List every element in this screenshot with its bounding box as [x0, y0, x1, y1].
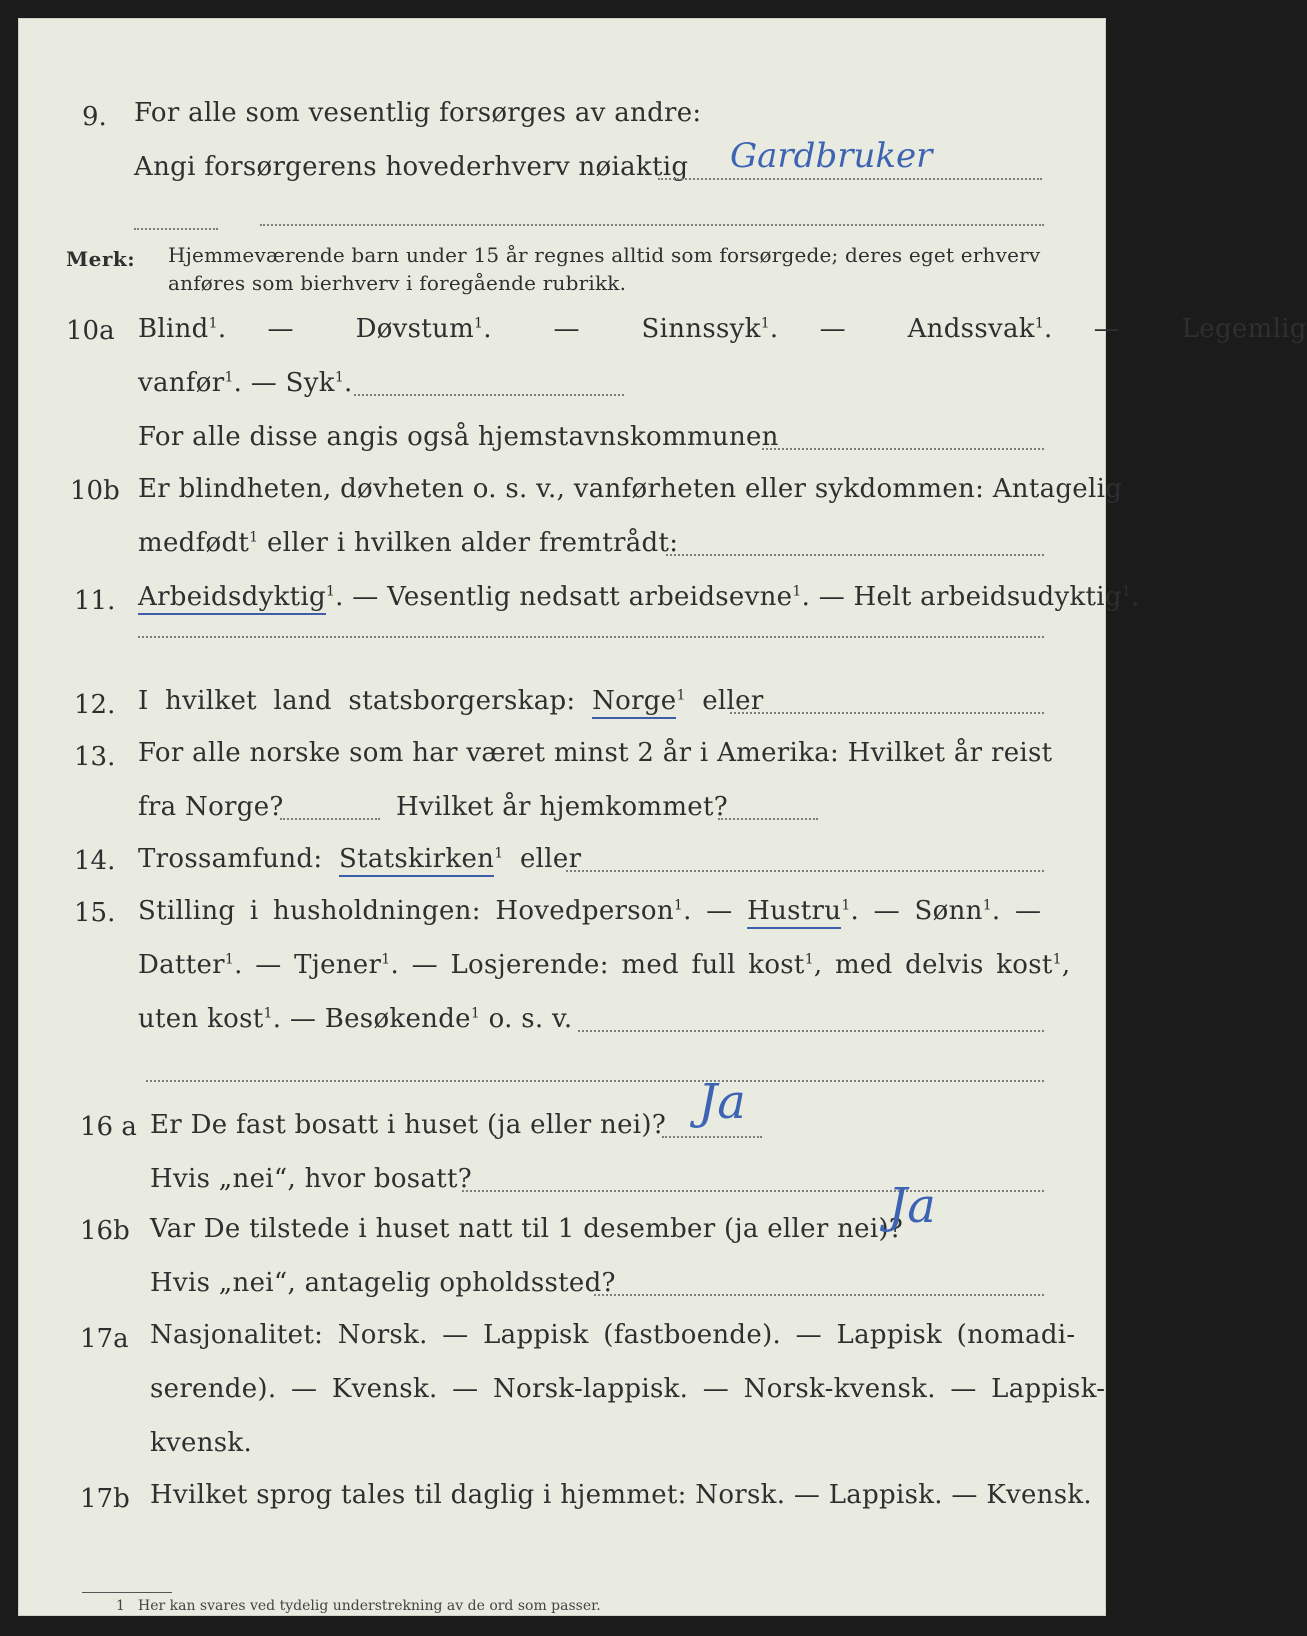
q11-sup: 1 [325, 583, 336, 600]
q12-pre: I hvilket land statsborgerskap: [138, 686, 593, 716]
q12-line [138, 686, 764, 716]
q16a-handwritten-answer: Ja [698, 1074, 746, 1130]
q11-rest3: . [1131, 582, 1140, 612]
merk-line2: anføres som bierhverv i foregående rubrikk. [168, 271, 627, 295]
q15-sup: 1 [673, 897, 684, 914]
q15-osv: o. s. v. [480, 1004, 573, 1034]
q10a-blind: Blind [138, 314, 209, 344]
q10a-line1: Blind$^1$. — Døvstum$^1$. — Sinnssyk$^1$. — Andssvak$^1$. — Legemlig [138, 314, 1307, 344]
q15-sup: 1 [381, 951, 391, 968]
q15-answer-line-1 [578, 1030, 1044, 1032]
q15-line3 [138, 1004, 572, 1034]
q9-extra-line-b [260, 224, 1044, 226]
q11-answer-line [138, 636, 1044, 638]
q10b-number: 10b [70, 476, 120, 506]
q15-sup: 1 [224, 951, 235, 968]
q10b-answer-line [666, 554, 1044, 556]
q10a-line3: For alle disse angis også hjemstavnskommunen [138, 422, 779, 452]
q17b-number: 17b [80, 1484, 130, 1514]
q15-sep2: . — [991, 896, 1042, 926]
footnote-mark: 1 [116, 1598, 125, 1614]
q16a-number: 16 a [80, 1112, 137, 1142]
q15-hustru: Hustru [747, 896, 841, 929]
q15-comma: , [1061, 950, 1071, 980]
footnote-rule [82, 1592, 172, 1593]
q12-norge: Norge [592, 686, 676, 719]
q10a-hjemstavn-line [762, 448, 1044, 450]
census-form-page [18, 18, 1307, 1616]
q9-handwritten-answer: Gardbruker [730, 136, 933, 176]
q15-sup: 1 [841, 897, 851, 914]
q15-sup: 1 [804, 951, 814, 968]
q14-statskirken: Statskirken [339, 844, 494, 877]
q12-sup: 1 [676, 687, 686, 704]
q10a-sinnssyk: Sinnssyk [641, 314, 761, 344]
q13-line1: For alle norske som har været minst 2 år i Amerika: Hvilket år reist [138, 738, 1053, 768]
q9-extra-line-a [134, 228, 218, 230]
q10a-sup: 1 [1034, 315, 1045, 332]
q15-sep1: . — [683, 896, 748, 926]
q12-answer-line [730, 712, 1044, 714]
q15-sonn: . — Sønn [850, 896, 983, 926]
q15-uten-kost: uten kost [138, 1004, 264, 1034]
q14-post: eller [503, 844, 582, 874]
q13-number: 13. [74, 742, 116, 772]
q11-number: 11. [74, 586, 116, 616]
q16b-number: 16b [80, 1216, 130, 1246]
q10a-sup: 1 [224, 369, 234, 386]
q11-line1 [138, 582, 1140, 612]
q11-rest2: . — Helt arbeidsudyktig [801, 582, 1122, 612]
q10b-line1: Er blindheten, døvheten o. s. v., vanførheten eller sykdommen: Antagelig [138, 474, 1123, 504]
q10a-syk: Syk [285, 368, 335, 398]
q9-line1: For alle som vesentlig forsørges av andre: [134, 98, 702, 128]
q16a-line1: Er De fast bosatt i huset (ja eller nei)? [150, 1110, 667, 1140]
q9-line2: Angi forsørgerens hovederhverv nøiaktig [134, 152, 689, 182]
q16b-opholdssted-line [594, 1294, 1044, 1296]
q17a-line2: serende). — Kvensk. — Norsk-lappisk. — Norsk-kvensk. — Lappisk- [150, 1374, 1106, 1404]
q14-pre: Trossamfund: [138, 844, 339, 874]
q15-sup: 1 [470, 1005, 481, 1022]
q11-sup: 1 [792, 583, 802, 600]
q15-delvis-kost: , med delvis kost [813, 950, 1053, 980]
q10a-andssvak: Andssvak [907, 314, 1035, 344]
q14-sup: 1 [494, 845, 504, 862]
q9-number: 9. [82, 102, 107, 132]
q15-line2 [138, 950, 1070, 980]
q13-line2b: Hvilket år hjemkommet? [396, 792, 728, 822]
q10a-sup: 1 [474, 315, 484, 332]
q13-reist-line [280, 818, 380, 820]
q17b-line1: Hvilket sprog tales til daglig i hjemmet: Norsk. — Lappisk. — Kvensk. [150, 1480, 1092, 1510]
merk-label: Merk: [66, 247, 136, 271]
q15-number: 15. [74, 898, 116, 928]
q15-sup: 1 [1052, 951, 1062, 968]
q15-line1 [138, 896, 1041, 926]
merk-line1: Hjemmeværende barn under 15 år regnes alltid som forsørgede; deres eget erhverv [168, 243, 1041, 267]
q9-answer-line [658, 178, 1042, 180]
q15-hovedperson: Stilling i husholdningen: Hovedperson [138, 896, 674, 926]
q17a-number: 17a [80, 1324, 129, 1354]
q12-number: 12. [74, 690, 116, 720]
q11-arbeidsdyktig: Arbeidsdyktig [138, 582, 326, 615]
q10a-sup: 1 [334, 369, 345, 386]
q14-line [138, 844, 581, 874]
q16a-line2: Hvis „nei“, hvor bosatt? [150, 1164, 472, 1194]
q14-number: 14. [74, 846, 116, 876]
q13-line2a: fra Norge? [138, 792, 284, 822]
q15-sup: 1 [263, 1005, 273, 1022]
q15-datter: Datter [138, 950, 225, 980]
q14-answer-line [566, 870, 1044, 872]
q16b-line2: Hvis „nei“, antagelig opholdssted? [150, 1268, 616, 1298]
q10a-number: 10a [66, 316, 115, 346]
q10a-dovstum: Døvstum [355, 314, 475, 344]
q12-post: eller [685, 686, 764, 716]
q10a-line2: vanfør$^1$. — Syk$^1$. [138, 368, 353, 398]
q16b-line1: Var De tilstede i huset natt til 1 desember (ja eller nei)? [150, 1214, 904, 1244]
q15-besokende: . — Besøkende [272, 1004, 471, 1034]
q15-full-kost: . — Losjerende: med full kost [390, 950, 805, 980]
q10a-sup: 1 [760, 315, 770, 332]
q10b-line2 [138, 528, 678, 558]
q17a-line1: Nasjonalitet: Norsk. — Lappisk (fastboende). — Lappisk (nomadi- [150, 1320, 1076, 1350]
q11-rest1: . — Vesentlig nedsatt arbeidsevne [335, 582, 793, 612]
footnote-text: Her kan svares ved tydelig understrekning av de ord som passer. [138, 1598, 601, 1614]
q11-sup: 1 [1121, 583, 1132, 600]
q17a-line3: kvensk. [150, 1428, 253, 1458]
q10a-syk-line [354, 394, 624, 396]
q15-sup: 1 [982, 897, 992, 914]
q15-answer-line-2 [146, 1080, 1044, 1082]
q16b-handwritten-answer: Ja [888, 1178, 936, 1234]
q15-tjener: . — Tjener [234, 950, 382, 980]
q10a-sup: 1 [208, 315, 218, 332]
q13-hjemkommet-line [718, 818, 818, 820]
q16a-answer-line [662, 1136, 762, 1138]
q10a-legemlig: Legemlig [1181, 314, 1307, 344]
q16a-bosatt-line [462, 1190, 1044, 1192]
q10b-sup: 1 [249, 529, 259, 546]
q10b-medfodt: medfødt [138, 528, 250, 558]
q10a-vanfor: vanfør [138, 368, 225, 398]
q10b-line2-rest: eller i hvilken alder fremtrådt: [258, 528, 679, 558]
